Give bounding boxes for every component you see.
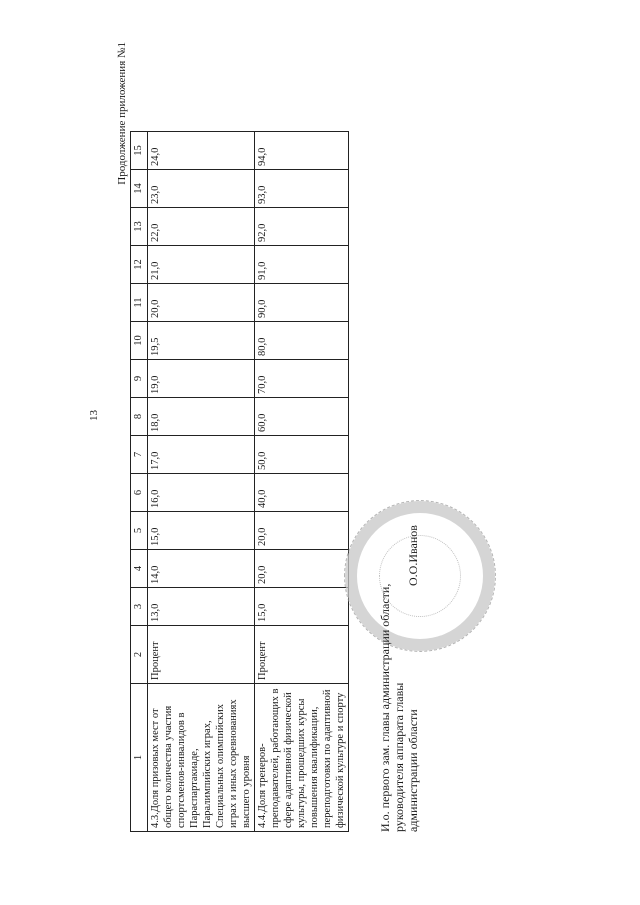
value-cell: 13,0 (148, 588, 255, 626)
table-row (255, 132, 349, 832)
value-cell: 93,0 (255, 170, 349, 208)
value-cell: 23,0 (148, 170, 255, 208)
value-cell: 15,0 (148, 512, 255, 550)
value-cell: 24,0 (148, 132, 255, 170)
value-cell: 20,0 (255, 512, 349, 550)
value-cell: 21,0 (148, 246, 255, 284)
column-header: 11 (131, 284, 148, 322)
indicators-table (130, 131, 349, 832)
signer-name: О.О.Иванов (406, 525, 420, 586)
column-header: 6 (131, 474, 148, 512)
signature-title-line: И.о. первого зам. главы администрации области, (378, 583, 392, 832)
value-cell: 94,0 (255, 132, 349, 170)
value-cell: 92,0 (255, 208, 349, 246)
indicator-name: 4.3.Доля призовых мест от общего количества участия спортсменов-инвалидов в Параспартакиаде, Паралимпийских играх, Специальных олимпийских играх и иных соревнованиях высшего уровня (148, 684, 255, 832)
column-header: 4 (131, 550, 148, 588)
column-header: 5 (131, 512, 148, 550)
column-header: 8 (131, 398, 148, 436)
value-cell: 15,0 (255, 588, 349, 626)
value-cell: 19,5 (148, 322, 255, 360)
value-cell: 91,0 (255, 246, 349, 284)
column-header: 15 (131, 132, 148, 170)
page-number: 13 (88, 410, 100, 421)
value-cell: 50,0 (255, 436, 349, 474)
value-cell: 20,0 (255, 550, 349, 588)
table-row (148, 132, 255, 832)
indicator-name: 4.4.Доля тренеров-преподавателей, работающих в сфере адаптивной физической культуры, прошедших курсы повышения квалификации, переподготовки по адаптивной физической культуре и спорту (255, 684, 349, 832)
value-cell: 40,0 (255, 474, 349, 512)
column-header: 14 (131, 170, 148, 208)
value-cell: 80,0 (255, 322, 349, 360)
table-header-row (131, 132, 148, 832)
value-cell: 60,0 (255, 398, 349, 436)
column-header: 9 (131, 360, 148, 398)
column-header: 13 (131, 208, 148, 246)
value-cell: 90,0 (255, 284, 349, 322)
value-cell: 14,0 (148, 550, 255, 588)
column-header: 1 (131, 684, 148, 832)
column-header: 7 (131, 436, 148, 474)
signature-title-line: администрации области (406, 709, 420, 832)
column-header: 10 (131, 322, 148, 360)
value-cell: 18,0 (148, 398, 255, 436)
column-header: 12 (131, 246, 148, 284)
continuation-label: Продолжение приложения №1 (116, 42, 128, 185)
indicator-unit: Процент (255, 626, 349, 684)
signature-title-line: руководителя аппарата главы (392, 682, 406, 832)
column-header: 2 (131, 626, 148, 684)
value-cell: 22,0 (148, 208, 255, 246)
indicator-unit: Процент (148, 626, 255, 684)
column-header: 3 (131, 588, 148, 626)
document-body (116, 32, 636, 832)
value-cell: 16,0 (148, 474, 255, 512)
value-cell: 19,0 (148, 360, 255, 398)
value-cell: 17,0 (148, 436, 255, 474)
official-stamp (344, 500, 496, 652)
signature-block (378, 312, 420, 832)
value-cell: 70,0 (255, 360, 349, 398)
value-cell: 20,0 (148, 284, 255, 322)
